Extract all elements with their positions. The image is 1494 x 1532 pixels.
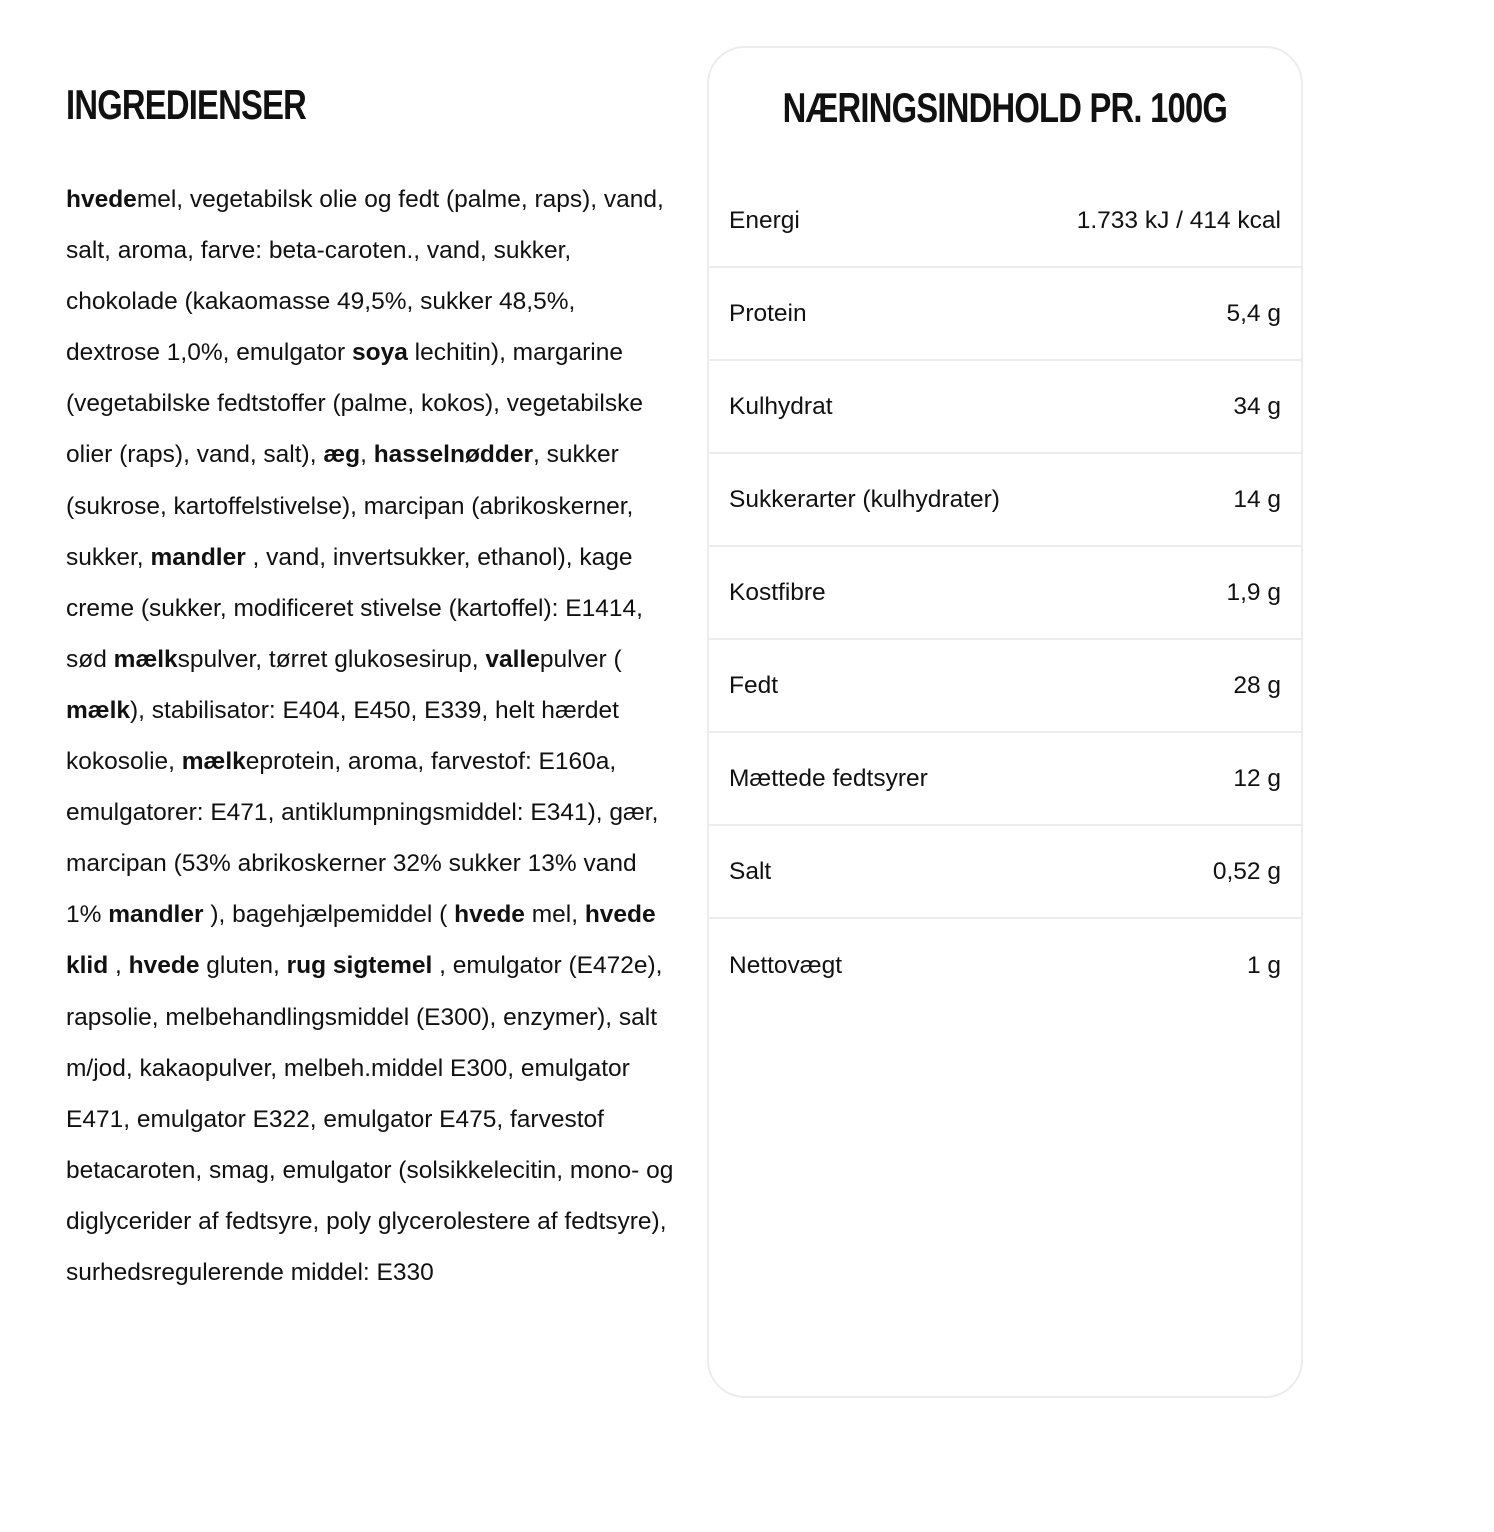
nutrient-value: 14 g xyxy=(1233,485,1281,513)
nutrition-heading: NÆRINGSINDHOLD PR. 100G xyxy=(782,84,1228,131)
allergen-highlight: soya xyxy=(352,339,408,367)
ingredients-section xyxy=(66,80,676,1286)
nutrient-label: Protein xyxy=(729,299,807,327)
nutrition-row xyxy=(709,175,1301,268)
allergen-highlight: mælk xyxy=(66,696,131,724)
nutrient-label: Mættede fedtsyrer xyxy=(729,764,928,792)
ingredient-text-segment: ), stabilisator: E404, E450, E339, helt hærdet kokosolie, xyxy=(66,696,619,776)
allergen-highlight: mælk xyxy=(181,748,246,776)
ingredient-text-segment: , emulgator (E472e), rapsolie, melbehandlingsmiddel (E300), enzymer), salt m/jod, kakaopulver, melbeh.middel E300, emulgator E471, emulgator E322, emulgator E475, farvestof betacaroten, smag, emulgator (solsikkelecitin, mono- og diglycerider af fedtsyre, poly glycerolestere af fedtsyre), surhedsregulerende middel: E330 xyxy=(66,952,674,1286)
nutrient-label: Nettovægt xyxy=(729,951,843,979)
allergen-highlight: rug sigtemel xyxy=(286,952,433,980)
ingredient-text-segment: , sukker (sukrose, kartoffelstivelse), marcipan (abrikoskerner, sukker, xyxy=(66,441,634,571)
ingredient-text-segment: pulver ( xyxy=(539,645,622,673)
nutrient-value: 1,9 g xyxy=(1226,578,1281,606)
ingredient-text-segment: lechitin), margarine (vegetabilske fedtstoffer (palme, kokos), vegetabilske olier (raps), vand, salt), xyxy=(66,339,643,469)
ingredient-text-segment: , vand, invertsukker, ethanol), kage creme (sukker, modificeret stivelse (kartoffel): E1414, sød xyxy=(66,543,643,673)
nutrient-value: 34 g xyxy=(1233,392,1281,420)
nutrient-label: Kulhydrat xyxy=(729,392,833,420)
allergen-highlight: mandler xyxy=(108,901,204,929)
allergen-highlight: mælk xyxy=(113,645,178,673)
allergen-highlight: hvede xyxy=(454,901,525,929)
allergen-highlight: hvede xyxy=(128,952,200,980)
nutrition-row xyxy=(709,640,1301,733)
ingredient-text-segment: , xyxy=(108,952,129,980)
nutrient-label: Energi xyxy=(729,206,800,234)
nutrient-label: Kostfibre xyxy=(729,578,826,606)
nutrition-title-wrapper xyxy=(709,83,1301,133)
nutrient-label: Sukkerarter (kulhydrater) xyxy=(729,485,1000,513)
ingredient-text-segment: gluten, xyxy=(199,952,287,980)
ingredient-text-segment: mel, xyxy=(524,901,585,929)
ingredient-text-segment: , xyxy=(360,441,374,469)
nutrient-value: 1.733 kJ / 414 kcal xyxy=(1076,206,1281,234)
allergen-highlight: valle xyxy=(485,645,540,673)
nutrient-value: 1 g xyxy=(1246,951,1281,979)
ingredient-text-segment: eprotein, aroma, farvestof: E160a, emulgatorer: E471, antiklumpningsmiddel: E341), gær, marcipan (53% abrikoskerner 32% sukker 13% vand 1% xyxy=(66,748,659,929)
nutrition-row xyxy=(709,919,1301,1012)
allergen-highlight: mandler xyxy=(150,543,246,571)
nutrition-row xyxy=(709,733,1301,826)
nutrition-row xyxy=(709,268,1301,361)
allergen-highlight: hasselnødder xyxy=(373,441,534,469)
ingredients-text xyxy=(66,174,676,1298)
allergen-highlight: æg xyxy=(323,441,361,469)
nutrient-value: 5,4 g xyxy=(1226,299,1281,327)
allergen-highlight: hvede klid xyxy=(66,901,656,980)
nutrition-card xyxy=(707,46,1303,1398)
nutrient-label: Salt xyxy=(729,857,772,885)
nutrition-table xyxy=(709,175,1301,1012)
nutrient-value: 0,52 g xyxy=(1212,857,1281,885)
ingredient-text-segment: ), bagehjælpemiddel ( xyxy=(203,901,455,929)
nutrient-label: Fedt xyxy=(729,671,779,699)
nutrition-row xyxy=(709,454,1301,547)
nutrition-row xyxy=(709,361,1301,454)
ingredient-text-segment: mel, vegetabilsk olie og fedt (palme, raps), vand, salt, aroma, farve: beta-caroten., vand, sukker, chokolade (kakaomasse 49,5%, sukker 48,5%, dextrose 1,0%, emulgator xyxy=(66,186,664,367)
allergen-highlight: hvede xyxy=(66,186,137,213)
nutrient-value: 28 g xyxy=(1233,671,1281,699)
nutrient-value: 12 g xyxy=(1233,764,1281,792)
ingredients-heading: INGREDIENSER xyxy=(66,81,307,128)
nutrition-row xyxy=(709,547,1301,640)
nutrition-row xyxy=(709,826,1301,919)
ingredient-text-segment: spulver, tørret glukosesirup, xyxy=(177,645,486,673)
